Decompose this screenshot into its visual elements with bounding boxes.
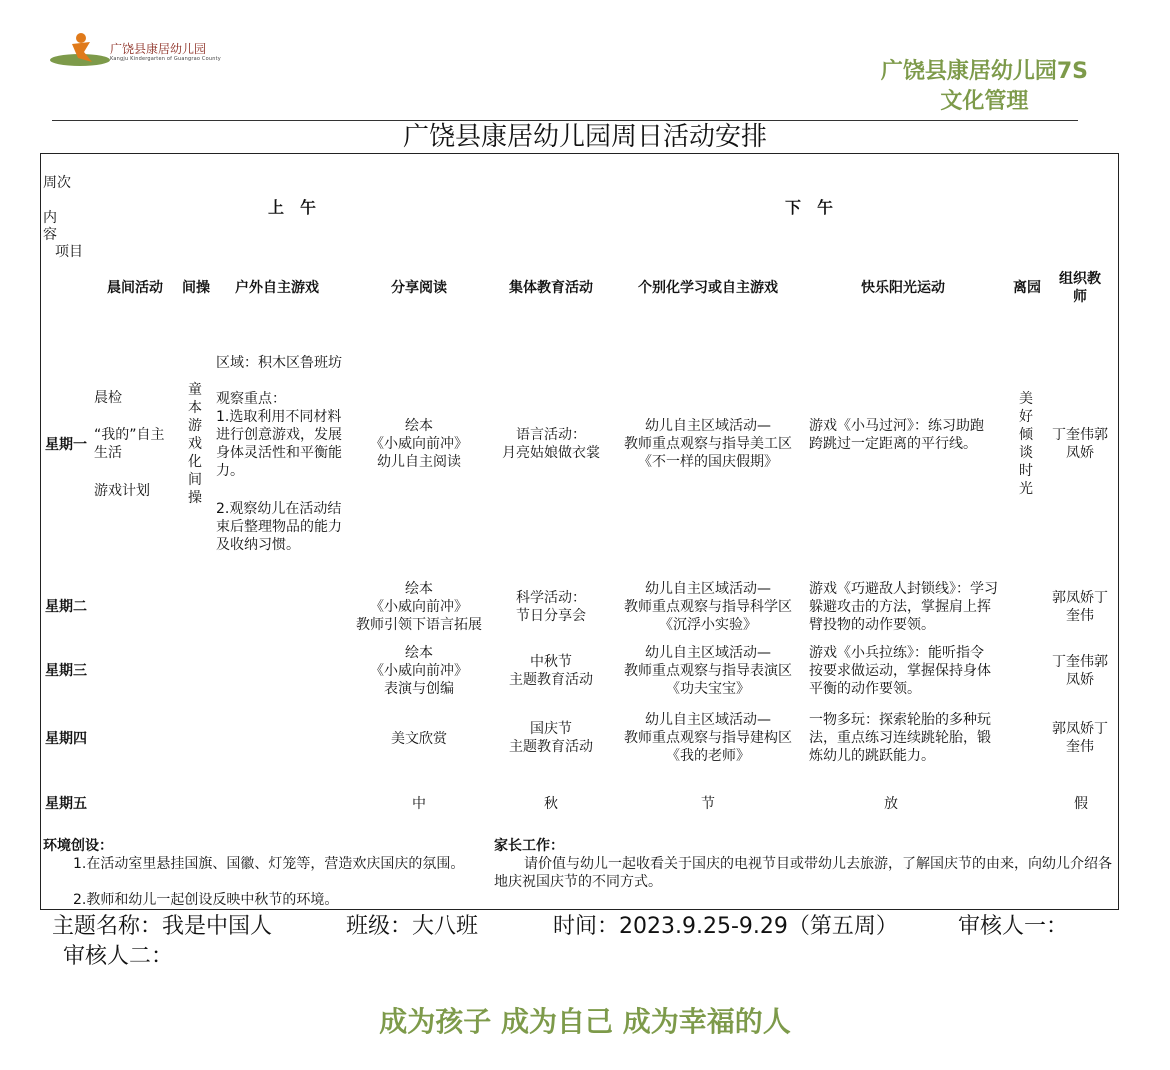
corner-zhouci: 周次 [43, 175, 71, 191]
tue-teacher: 郭凤娇丁奎伟 [1052, 590, 1108, 624]
footer-reviewer-2: 审核人二： [63, 944, 174, 969]
col-header-individual: 个别化学习或自主游戏 [638, 280, 778, 296]
thu-reading: 美文欣赏 [391, 731, 447, 747]
wed-reading-3: 表演与创编 [384, 681, 454, 697]
slogan: 成为孩子 成为自己 成为幸福的人 [379, 1005, 791, 1038]
footer-class: 班级：大八班 [346, 914, 479, 939]
day-wednesday: 星期三 [45, 663, 87, 679]
mon-individual-1: 幼儿自主区域活动— [645, 418, 771, 434]
tue-sports: 游戏《巧避敌人封锁线》：学习躲避攻击的方法，掌握肩上挥臂投物的动作要领。 [809, 581, 998, 633]
tue-collective-1: 科学活动： [516, 590, 586, 606]
mon-collective-1: 语言活动： [516, 427, 586, 443]
mon-outdoor-point-1: 1.选取利用不同材料进行创意游戏，发展身体灵活性和平衡能力。 [216, 409, 342, 479]
parents-label: 家长工作： [494, 838, 564, 854]
thu-collective-2: 主题教育活动 [509, 739, 593, 755]
wed-individual-2: 教师重点观察与指导表演区 [624, 663, 792, 679]
mon-reading-1: 绘本 [405, 418, 433, 434]
tue-individual-1: 幼儿自主区域活动— [645, 581, 771, 597]
logo-head-shape [76, 33, 86, 43]
mon-morning-1: 晨检 [94, 390, 122, 406]
col-header-leave: 离园 [1013, 280, 1041, 296]
mon-leave: 美好倾谈时光 [1019, 391, 1033, 497]
col-header-collective: 集体教育活动 [509, 280, 593, 296]
mon-sports: 游戏《小马过河》：练习助跑跨跳过一定距离的平行线。 [809, 418, 984, 452]
fri-char-3: 节 [701, 796, 715, 812]
fri-char-4: 放 [884, 796, 898, 812]
env-item-1: 1.在活动室里悬挂国旗、国徽、灯笼等，营造欢庆国庆的氛围。 [73, 856, 465, 872]
mon-reading-2: 《小威向前冲》 [370, 436, 468, 452]
mon-outdoor-area: 区域：积木区鲁班坊 [216, 355, 342, 371]
parents-text: 请价值与幼儿一起收看关于国庆的电视节目或带幼儿去旅游，了解国庆节的由来，向幼儿介绍各地庆祝国庆节的不同方式。 [494, 856, 1112, 890]
wed-collective-2: 主题教育活动 [509, 672, 593, 688]
env-item-2: 2.教师和幼儿一起创设反映中秋节的环境。 [73, 892, 339, 908]
brand-line-1: 广饶县康居幼儿园7S [880, 59, 1088, 84]
col-header-morning: 晨间活动 [107, 280, 163, 296]
brand-caption [881, 57, 1088, 117]
tue-reading-2: 《小威向前冲》 [370, 599, 468, 615]
tue-collective-2: 节日分享会 [516, 608, 586, 624]
thu-teacher: 郭凤娇丁奎伟 [1052, 721, 1108, 755]
wed-collective-1: 中秋节 [530, 654, 572, 670]
mon-morning-3: 游戏计划 [94, 483, 150, 499]
mon-individual-3: 《不一样的国庆假期》 [638, 454, 778, 470]
day-thursday: 星期四 [45, 731, 87, 747]
logo-text: 广饶县康居幼儿园 [110, 42, 207, 56]
mon-exercise: 童本游戏化间操 [188, 382, 202, 506]
logo-subtext: Kangju Kindergarten of Guangrao County [110, 56, 221, 62]
wed-individual-3: 《功夫宝宝》 [666, 681, 750, 697]
schedule-table [40, 153, 1119, 910]
col-header-sports: 快乐阳光运动 [861, 280, 945, 296]
footer-theme: 主题名称：我是中国人 [52, 914, 273, 939]
env-label: 环境创设： [43, 838, 113, 854]
tue-reading-1: 绘本 [405, 581, 433, 597]
section-am: 上 午 [268, 198, 317, 217]
wed-reading-2: 《小威向前冲》 [370, 663, 468, 679]
corner-neirong: 内容 [43, 210, 57, 243]
fri-char-1: 中 [412, 796, 426, 812]
day-friday: 星期五 [45, 796, 87, 812]
thu-individual-1: 幼儿自主区域活动— [645, 712, 771, 728]
col-header-teacher: 组织教师 [1059, 271, 1101, 305]
brand-line-2: 文化管理 [940, 89, 1029, 114]
col-header-outdoor: 户外自主游戏 [235, 280, 319, 296]
thu-sports: 一物多玩：探索轮胎的多种玩法，重点练习连续跳轮胎，锻炼幼儿的跳跃能力。 [809, 712, 991, 764]
col-header-exercise: 间操 [182, 280, 210, 296]
tue-individual-3: 《沉浮小实验》 [659, 617, 757, 633]
tue-individual-2: 教师重点观察与指导科学区 [624, 599, 792, 615]
wed-teacher: 丁奎伟郭凤娇 [1052, 654, 1108, 688]
mon-morning-2: “我的”自主生活 [94, 427, 165, 461]
mon-individual-2: 教师重点观察与指导美工区 [624, 436, 792, 452]
footer-reviewer-1: 审核人一： [958, 914, 1069, 939]
mon-collective-2: 月亮姑娘做衣裳 [502, 445, 600, 461]
fri-char-5: 假 [1074, 796, 1088, 812]
day-tuesday: 星期二 [45, 599, 87, 615]
mon-outdoor-point-2: 2.观察幼儿在活动结束后整理物品的能力及收纳习惯。 [216, 501, 342, 553]
wed-reading-1: 绘本 [405, 645, 433, 661]
col-header-reading: 分享阅读 [391, 280, 447, 296]
mon-teacher: 丁奎伟郭凤娇 [1052, 427, 1108, 461]
fri-char-2: 秋 [544, 796, 558, 812]
mon-outdoor-focus: 观察重点： [216, 391, 286, 407]
section-pm: 下 午 [785, 198, 834, 217]
thu-collective-1: 国庆节 [530, 721, 572, 737]
thu-individual-3: 《我的老师》 [666, 748, 750, 764]
thu-individual-2: 教师重点观察与指导建构区 [624, 730, 792, 746]
mon-reading-3: 幼儿自主阅读 [377, 454, 461, 470]
corner-xiangmu: 项目 [55, 244, 83, 260]
tue-reading-3: 教师引领下语言拓展 [356, 617, 482, 633]
page-title: 广饶县康居幼儿园周日活动安排 [402, 122, 767, 152]
day-monday: 星期一 [45, 437, 87, 453]
wed-individual-1: 幼儿自主区域活动— [645, 645, 771, 661]
footer-time: 时间：2023.9.25-9.29（第五周） [553, 914, 898, 939]
wed-sports: 游戏《小兵拉练》：能听指令按要求做运动，掌握保持身体平衡的动作要领。 [809, 645, 991, 697]
